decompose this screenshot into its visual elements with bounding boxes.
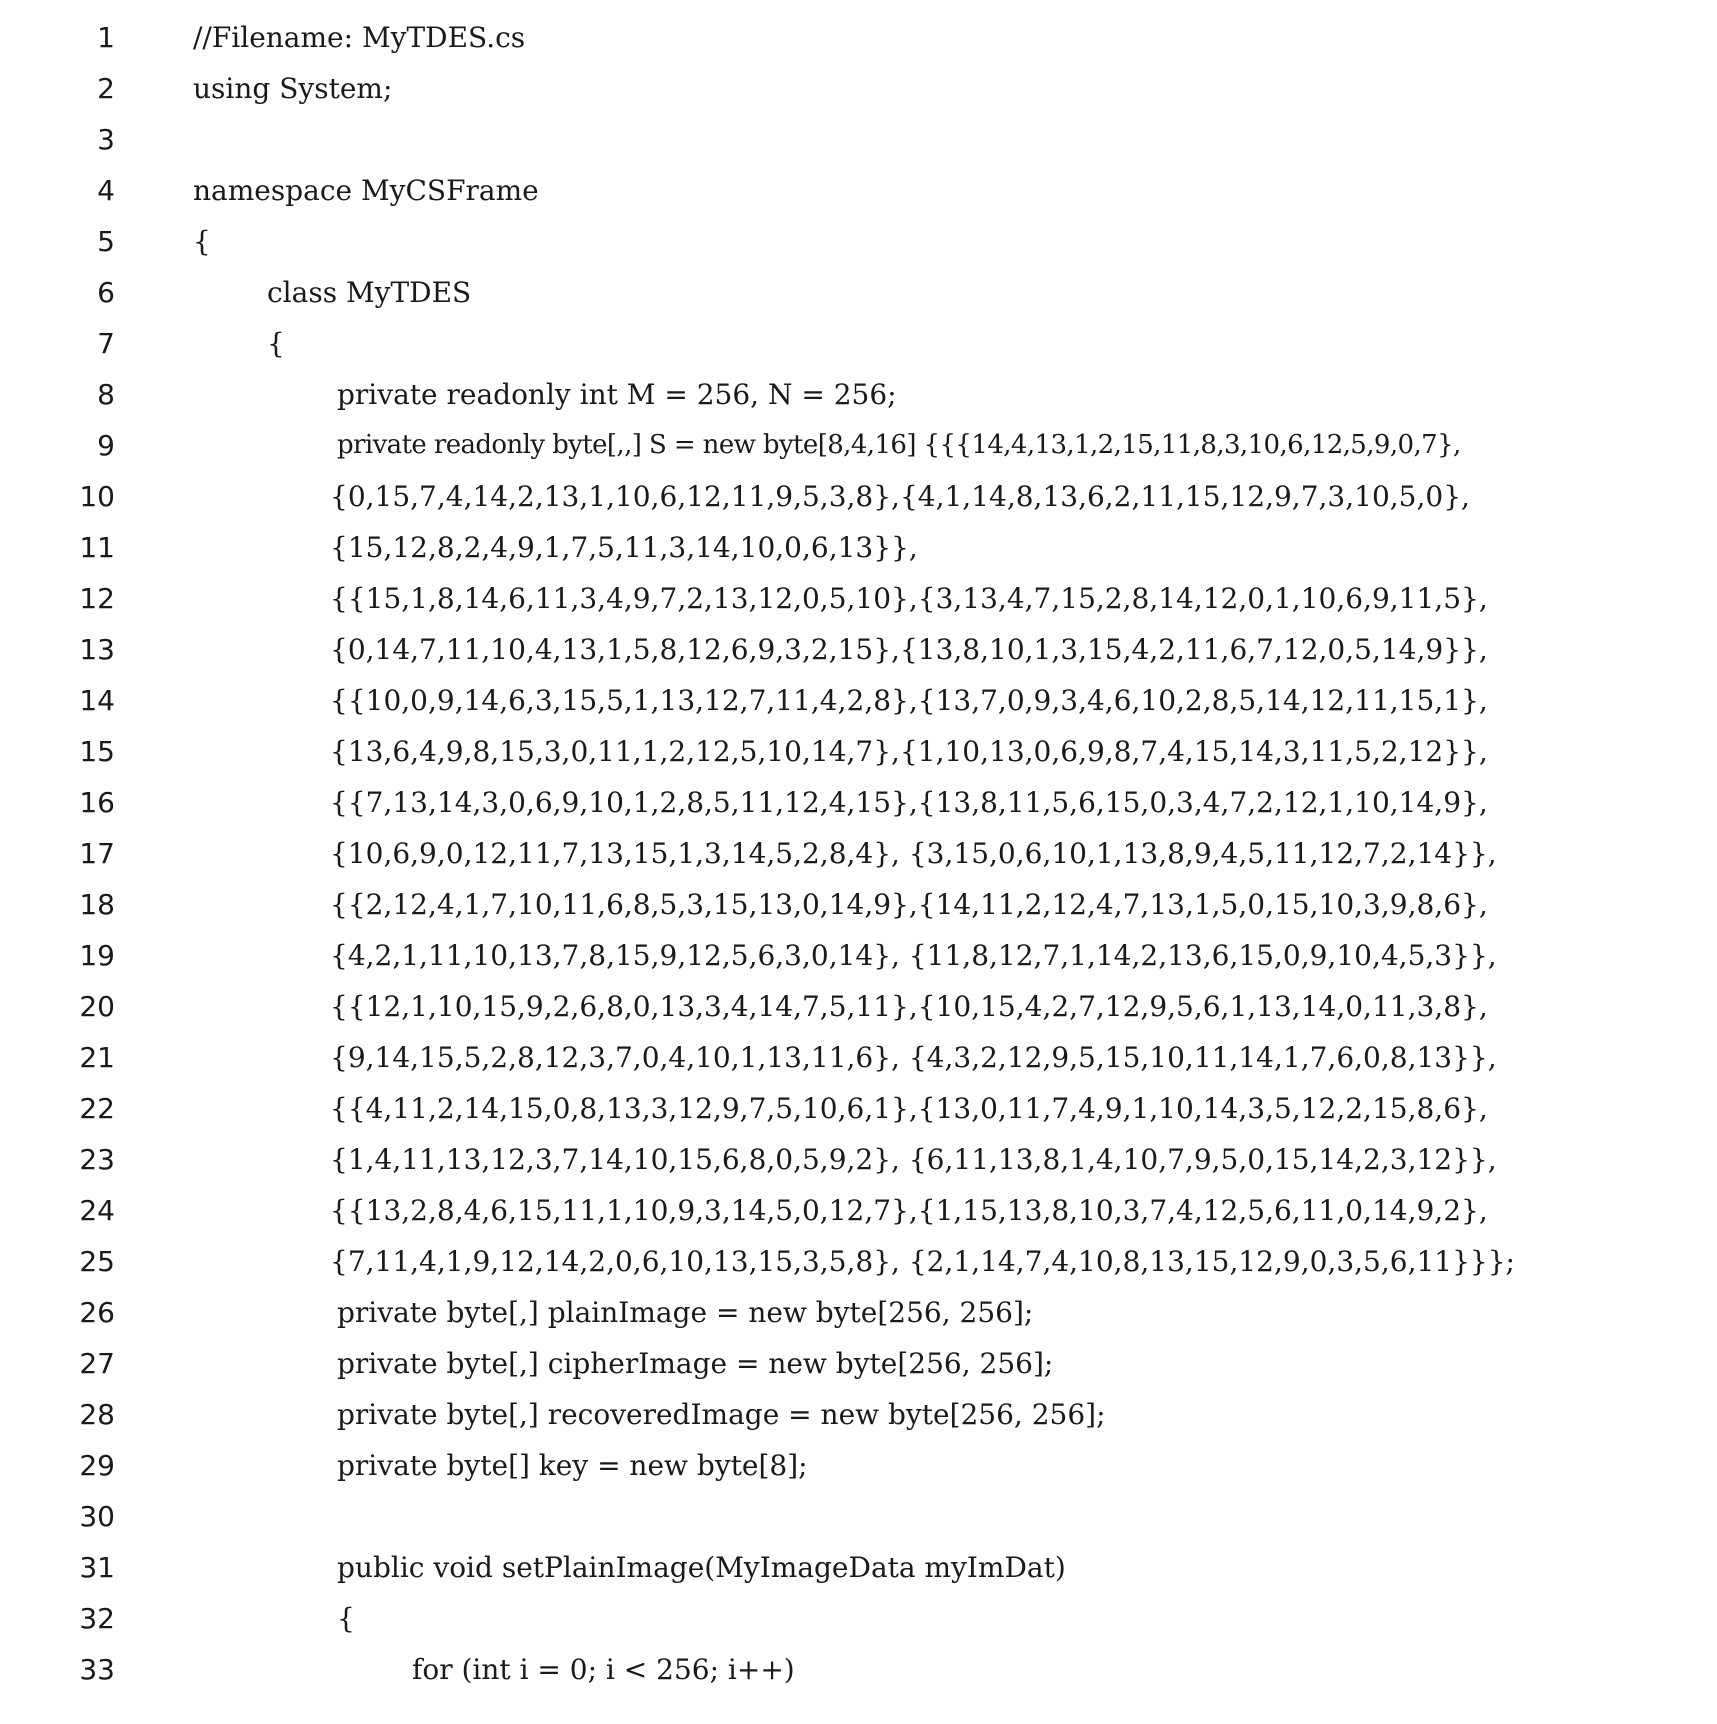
code-line — [0, 471, 1717, 522]
line-number: 15 — [79, 735, 115, 768]
line-code: {{13,2,8,4,6,15,11,1,10,9,3,14,5,0,12,7},{1,15,13,8,10,3,7,4,12,5,6,11,0,14,9,2}, — [330, 1194, 1488, 1227]
line-number: 9 — [97, 429, 115, 462]
code-line — [0, 1389, 1717, 1440]
line-code: private readonly int M = 256, N = 256; — [337, 378, 897, 411]
code-line — [0, 981, 1717, 1032]
line-number: 29 — [79, 1449, 115, 1482]
line-number: 17 — [79, 837, 115, 870]
code-line — [0, 420, 1717, 471]
code-listing — [0, 12, 1717, 1695]
code-line — [0, 114, 1717, 165]
code-line — [0, 1644, 1717, 1695]
code-line — [0, 624, 1717, 675]
line-code: {{15,1,8,14,6,11,3,4,9,7,2,13,12,0,5,10},{3,13,4,7,15,2,8,14,12,0,1,10,6,9,11,5}, — [330, 582, 1488, 615]
line-code: {15,12,8,2,4,9,1,7,5,11,3,14,10,0,6,13}}, — [330, 531, 918, 564]
line-code: private byte[,] plainImage = new byte[256, 256]; — [337, 1296, 1034, 1329]
line-code: {1,4,11,13,12,3,7,14,10,15,6,8,0,5,9,2}, {6,11,13,8,1,4,10,7,9,5,0,15,14,2,3,12}}, — [330, 1143, 1497, 1176]
line-code: class MyTDES — [267, 276, 472, 309]
line-number: 1 — [97, 21, 115, 54]
line-number: 27 — [79, 1347, 115, 1380]
line-number: 32 — [79, 1602, 115, 1635]
code-line — [0, 930, 1717, 981]
line-number: 33 — [79, 1653, 115, 1686]
code-line — [0, 216, 1717, 267]
code-line — [0, 522, 1717, 573]
line-code: private readonly byte[,,] S = new byte[8,4,16] {{{14,4,13,1,2,15,11,8,3,10,6,12,5,9,0,7}, — [337, 430, 1461, 460]
line-number: 7 — [97, 327, 115, 360]
line-code: public void setPlainImage(MyImageData myImDat) — [337, 1551, 1066, 1584]
code-line — [0, 1440, 1717, 1491]
line-number: 13 — [79, 633, 115, 666]
code-line — [0, 12, 1717, 63]
line-code: {10,6,9,0,12,11,7,13,15,1,3,14,5,2,8,4}, {3,15,0,6,10,1,13,8,9,4,5,11,12,7,2,14}}, — [330, 837, 1497, 870]
code-line — [0, 1593, 1717, 1644]
line-number: 12 — [79, 582, 115, 615]
line-code: {{10,0,9,14,6,3,15,5,1,13,12,7,11,4,2,8},{13,7,0,9,3,4,6,10,2,8,5,14,12,11,15,1}, — [330, 684, 1488, 717]
line-code: {9,14,15,5,2,8,12,3,7,0,4,10,1,13,11,6}, {4,3,2,12,9,5,15,10,11,14,1,7,6,0,8,13}}, — [330, 1041, 1497, 1074]
line-number: 8 — [97, 378, 115, 411]
line-number: 18 — [79, 888, 115, 921]
line-number: 28 — [79, 1398, 115, 1431]
line-code: { — [337, 1602, 355, 1635]
code-line — [0, 63, 1717, 114]
line-code: {{4,11,2,14,15,0,8,13,3,12,9,7,5,10,6,1},{13,0,11,7,4,9,1,10,14,3,5,12,2,15,8,6}, — [330, 1092, 1488, 1125]
code-line — [0, 165, 1717, 216]
line-code: {0,15,7,4,14,2,13,1,10,6,12,11,9,5,3,8},{4,1,14,8,13,6,2,11,15,12,9,7,3,10,5,0}, — [330, 480, 1470, 513]
line-number: 26 — [79, 1296, 115, 1329]
line-number: 21 — [79, 1041, 115, 1074]
line-code: namespace MyCSFrame — [193, 174, 539, 207]
code-line — [0, 1083, 1717, 1134]
line-code: {0,14,7,11,10,4,13,1,5,8,12,6,9,3,2,15},{13,8,10,1,3,15,4,2,11,6,7,12,0,5,14,9}}, — [330, 633, 1488, 666]
code-line — [0, 573, 1717, 624]
line-number: 31 — [79, 1551, 115, 1584]
line-code: for (int i = 0; i < 256; i++) — [412, 1653, 795, 1686]
code-line — [0, 1287, 1717, 1338]
code-line — [0, 726, 1717, 777]
code-line — [0, 1134, 1717, 1185]
line-number: 25 — [79, 1245, 115, 1278]
line-number: 23 — [79, 1143, 115, 1176]
line-number: 4 — [97, 174, 115, 207]
code-line — [0, 1236, 1717, 1287]
line-number: 22 — [79, 1092, 115, 1125]
line-number: 14 — [79, 684, 115, 717]
code-line — [0, 828, 1717, 879]
line-number: 30 — [79, 1500, 115, 1533]
line-code: { — [193, 225, 211, 258]
line-code: {{7,13,14,3,0,6,9,10,1,2,8,5,11,12,4,15},{13,8,11,5,6,15,0,3,4,7,2,12,1,10,14,9}, — [330, 786, 1488, 819]
code-line — [0, 777, 1717, 828]
line-code: {{2,12,4,1,7,10,11,6,8,5,3,15,13,0,14,9},{14,11,2,12,4,7,13,1,5,0,15,10,3,9,8,6}, — [330, 888, 1488, 921]
code-line — [0, 1338, 1717, 1389]
line-number: 16 — [79, 786, 115, 819]
line-code: //Filename: MyTDES.cs — [193, 21, 526, 54]
line-code: {7,11,4,1,9,12,14,2,0,6,10,13,15,3,5,8}, {2,1,14,7,4,10,8,13,15,12,9,0,3,5,6,11}}}; — [330, 1245, 1515, 1278]
code-line — [0, 1542, 1717, 1593]
line-number: 3 — [97, 123, 115, 156]
code-line — [0, 1032, 1717, 1083]
code-line — [0, 1185, 1717, 1236]
code-line — [0, 267, 1717, 318]
code-line — [0, 1491, 1717, 1542]
line-number: 19 — [79, 939, 115, 972]
line-code: private byte[,] recoveredImage = new byte[256, 256]; — [337, 1398, 1106, 1431]
line-code: using System; — [193, 72, 393, 105]
line-number: 5 — [97, 225, 115, 258]
line-number: 6 — [97, 276, 115, 309]
line-code: {{12,1,10,15,9,2,6,8,0,13,3,4,14,7,5,11},{10,15,4,2,7,12,9,5,6,1,13,14,0,11,3,8}, — [330, 990, 1488, 1023]
line-number: 2 — [97, 72, 115, 105]
line-code: {13,6,4,9,8,15,3,0,11,1,2,12,5,10,14,7},{1,10,13,0,6,9,8,7,4,15,14,3,11,5,2,12}}, — [330, 735, 1488, 768]
line-number: 20 — [79, 990, 115, 1023]
code-line — [0, 879, 1717, 930]
line-code: private byte[] key = new byte[8]; — [337, 1449, 808, 1482]
code-line — [0, 318, 1717, 369]
line-code: { — [267, 327, 285, 360]
line-code: {4,2,1,11,10,13,7,8,15,9,12,5,6,3,0,14}, {11,8,12,7,1,14,2,13,6,15,0,9,10,4,5,3}}, — [330, 939, 1497, 972]
line-code: private byte[,] cipherImage = new byte[256, 256]; — [337, 1347, 1054, 1380]
line-number: 24 — [79, 1194, 115, 1227]
line-number: 10 — [79, 480, 115, 513]
code-line — [0, 675, 1717, 726]
line-number: 11 — [79, 531, 115, 564]
code-line — [0, 369, 1717, 420]
